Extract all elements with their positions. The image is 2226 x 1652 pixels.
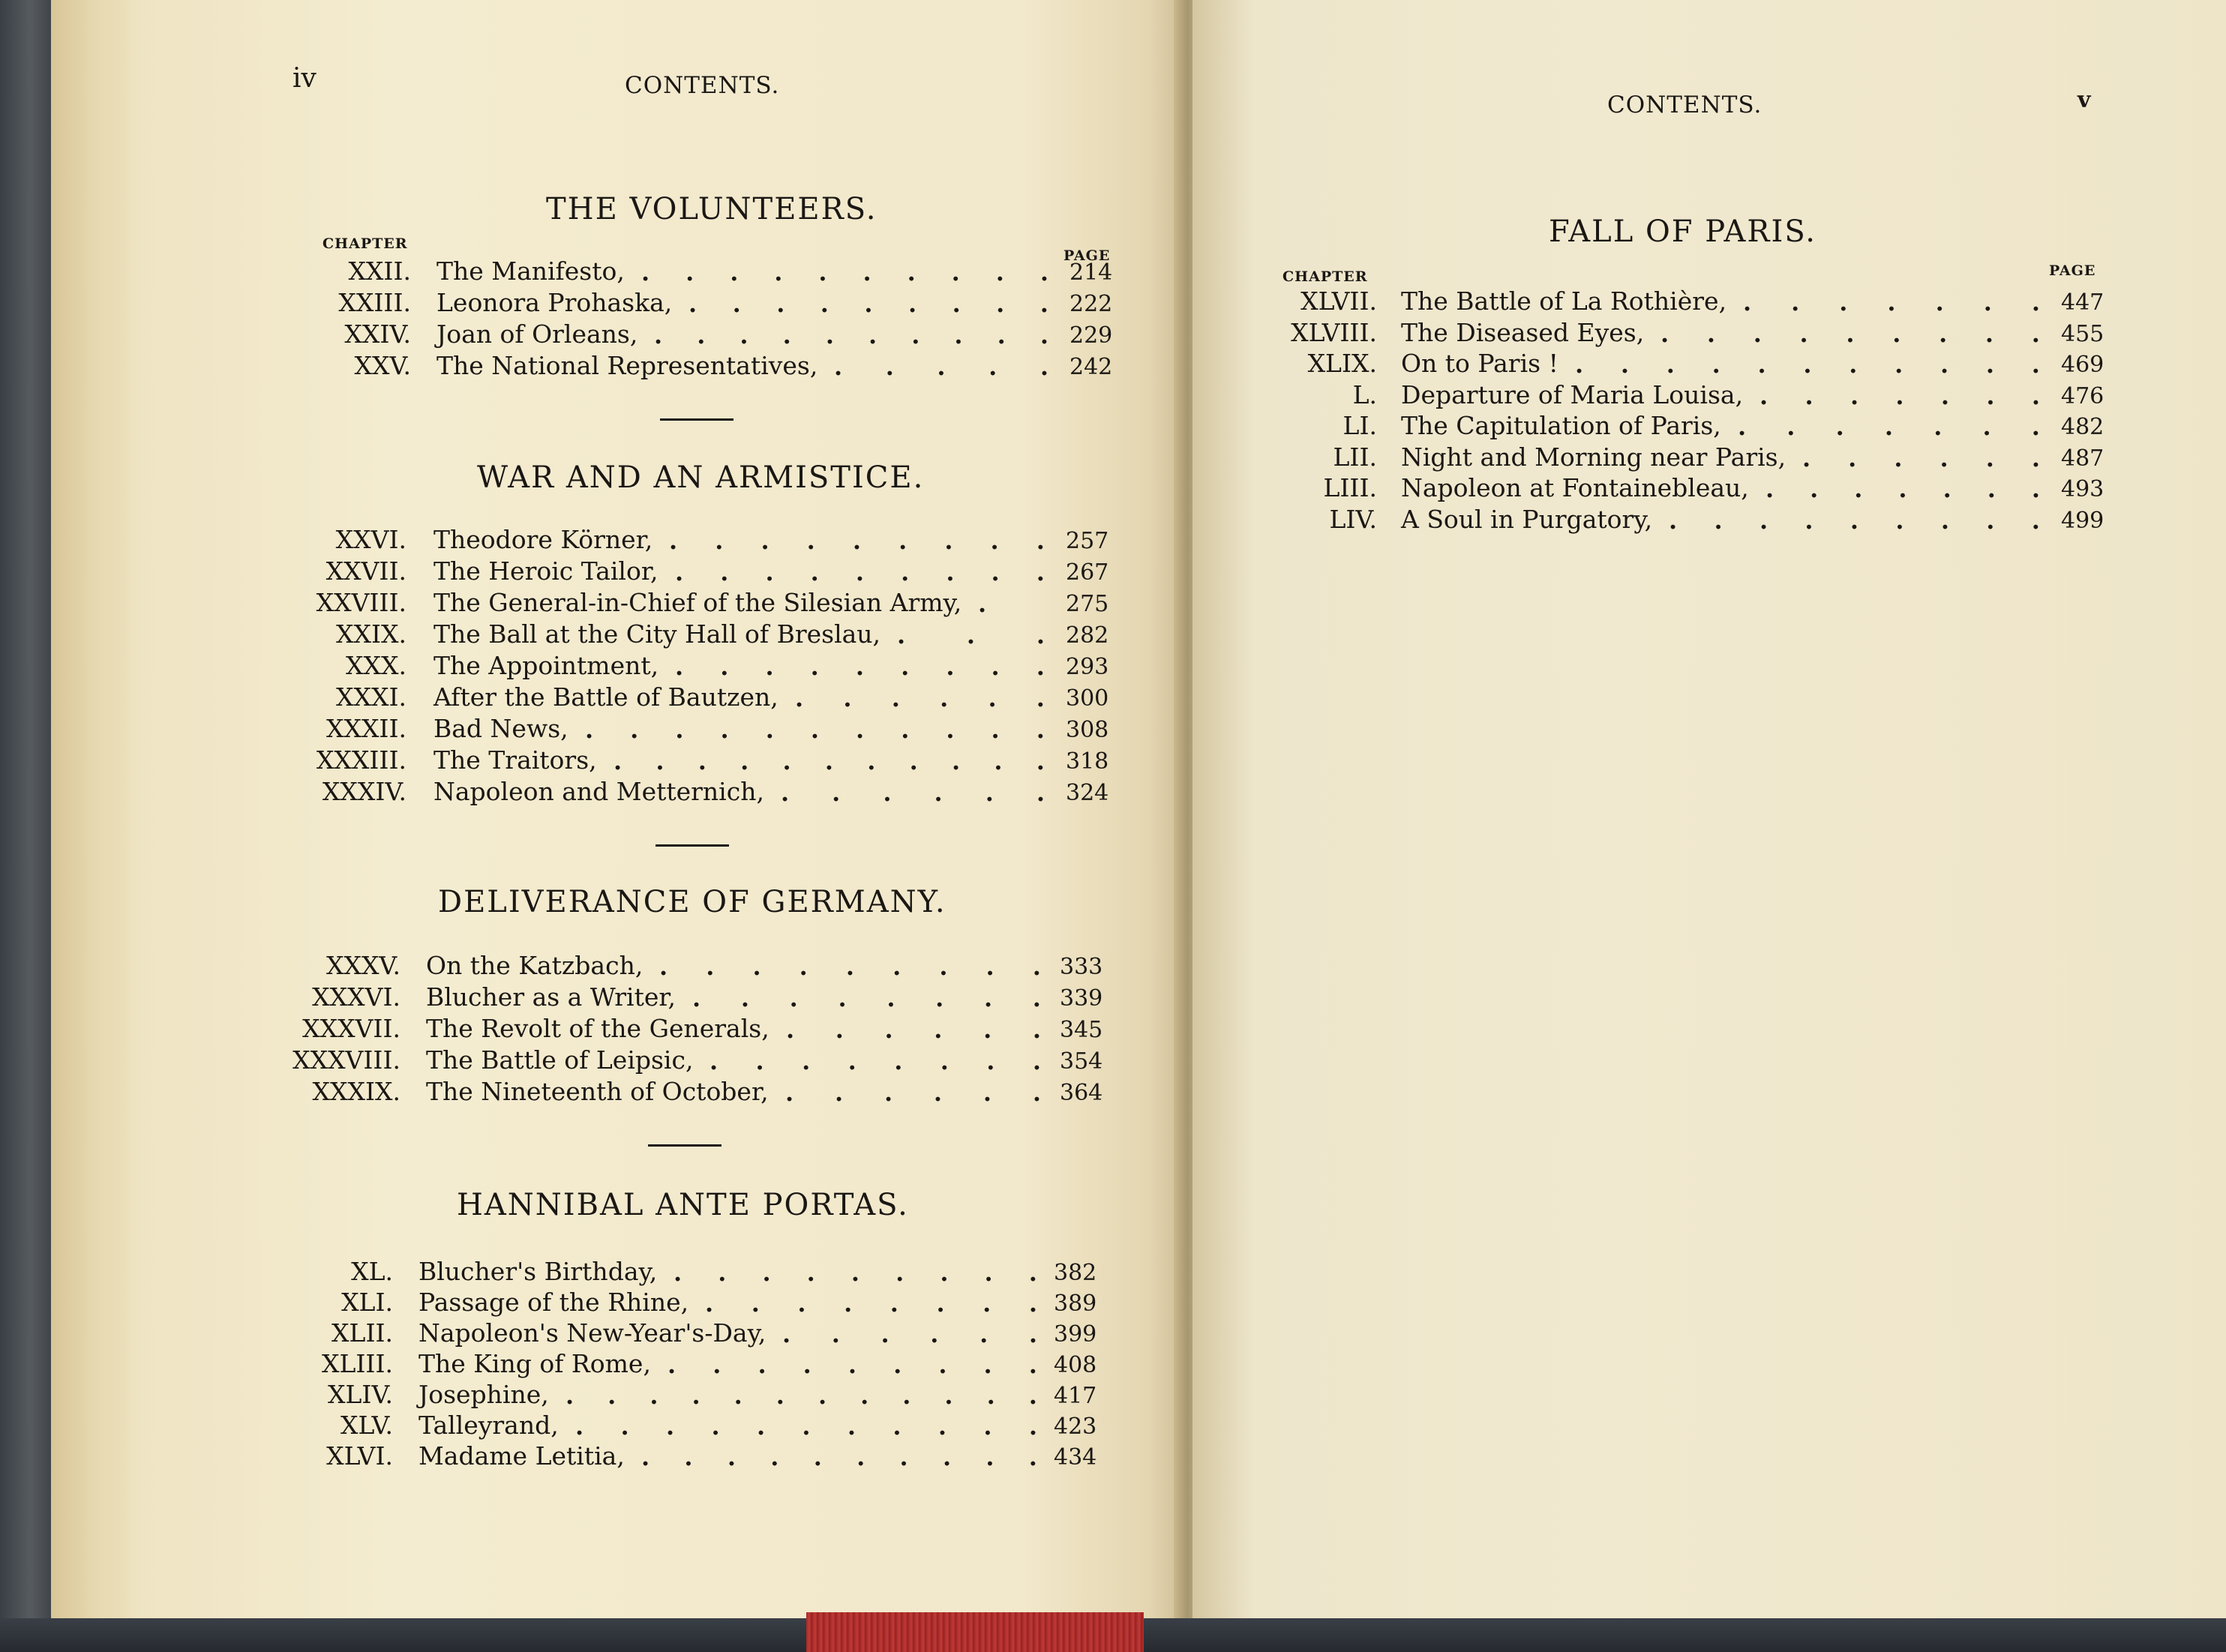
dot-leader: . . . . . . . . .	[674, 1258, 1037, 1287]
chapter-title: Theodore Körner,	[434, 525, 653, 554]
chapter-title: On to Paris !	[1401, 349, 1558, 378]
chapter-number: XXXVII.	[302, 1014, 400, 1043]
page-reference: 300	[1066, 685, 1109, 712]
section-title: HANNIBAL ANTE PORTAS.	[457, 1188, 909, 1222]
chapter-number: XXVI.	[335, 525, 406, 554]
dot-leader: . . . . . .	[781, 778, 1045, 807]
page-reference: 493	[2061, 476, 2104, 502]
page-reference: 434	[1054, 1444, 1097, 1471]
page-reference: 469	[2061, 352, 2104, 378]
page-reference: 267	[1066, 559, 1109, 586]
right-page	[1192, 0, 2226, 1652]
page-reference: 339	[1060, 985, 1103, 1012]
chapter-number: XXVII.	[326, 556, 406, 586]
chapter-number: XLV.	[340, 1411, 393, 1440]
chapter-number: XXXVI.	[312, 982, 400, 1012]
chapter-title: The Capitulation of Paris,	[1401, 411, 1721, 440]
chapter-title: The Heroic Tailor,	[434, 556, 658, 586]
dot-leader: . . . . . . . . . .	[641, 1443, 1037, 1471]
chapter-title: The Appointment,	[434, 651, 659, 680]
page-column-label: PAGE	[2049, 262, 2096, 279]
section-title: THE VOLUNTEERS.	[546, 192, 878, 226]
running-header: CONTENTS.	[625, 72, 780, 99]
section-divider	[660, 418, 734, 421]
chapter-number: LI.	[1342, 411, 1377, 440]
dot-leader: . . . . . . . .	[710, 1047, 1041, 1075]
section-title: DELIVERANCE OF GERMANY.	[438, 885, 946, 919]
page-reference: 399	[1054, 1321, 1097, 1348]
chapter-title: Bad News,	[434, 714, 568, 743]
chapter-number: XXXII.	[326, 714, 406, 743]
chapter-number: XL.	[351, 1257, 393, 1286]
dot-leader: . . . . . . .	[1738, 412, 2040, 441]
chapter-column-label: CHAPTER	[322, 235, 408, 252]
chapter-title: Napoleon and Metternich,	[434, 777, 764, 806]
page-reference: 455	[2061, 320, 2104, 347]
chapter-title: Joan of Orleans,	[436, 319, 638, 349]
page-reference: 282	[1066, 622, 1109, 649]
chapter-number: LII.	[1333, 442, 1377, 472]
chapter-number: XXIV.	[344, 319, 411, 349]
chapter-title: After the Battle of Bautzen,	[434, 682, 778, 712]
chapter-number: XXIII.	[338, 288, 411, 317]
dot-leader: .	[978, 589, 987, 618]
page-reference: 423	[1054, 1414, 1097, 1440]
chapter-number: XXXV.	[326, 951, 400, 980]
page-reference: 229	[1070, 322, 1113, 349]
dot-leader: . . . . . . . . .	[669, 526, 1045, 555]
page-reference: 333	[1060, 954, 1103, 980]
page-reference: 476	[2061, 382, 2104, 409]
dot-leader: . . . . . .	[786, 1015, 1041, 1044]
chapter-number: XXXI.	[335, 682, 406, 712]
page-reference: 345	[1060, 1017, 1103, 1043]
page-number: v	[2078, 87, 2091, 113]
dot-leader: . . . . . . . . .	[675, 652, 1045, 681]
chapter-number: XXX.	[346, 651, 406, 680]
chapter-title: Leonora Prohaska,	[436, 288, 673, 317]
dot-leader: . . . . . . . . .	[659, 952, 1041, 981]
chapter-number: XXV.	[354, 351, 411, 380]
chapter-title: Josephine,	[418, 1380, 549, 1409]
dot-leader: . . . . . .	[1802, 443, 2040, 472]
chapter-title: A Soul in Purgatory,	[1401, 504, 1653, 534]
dot-leader: . . . . . . .	[1766, 475, 2040, 503]
chapter-title: Napoleon's New-Year's-Day,	[418, 1318, 766, 1348]
dot-leader: . . . . .	[834, 352, 1048, 381]
chapter-title: Blucher's Birthday,	[418, 1257, 658, 1286]
dot-leader: . . . . . . . . . .	[641, 258, 1048, 286]
section-divider	[656, 844, 729, 847]
chapter-column-label: CHAPTER	[1282, 268, 1368, 285]
dot-leader: . . . . . .	[795, 684, 1045, 712]
page-column-label: PAGE	[1064, 247, 1111, 264]
page-reference: 257	[1066, 528, 1109, 554]
chapter-number: XLVI.	[326, 1441, 393, 1471]
dot-leader: . . . . . . .	[1743, 288, 2040, 316]
page-number: iv	[292, 63, 316, 94]
dot-leader: . . .	[897, 621, 1045, 649]
chapter-number: XXXIII.	[316, 745, 406, 775]
dot-leader: . . . . . . . . . . .	[585, 715, 1045, 744]
dot-leader: . . . . . . . . . . .	[1575, 350, 2040, 379]
chapter-title: Talleyrand,	[418, 1411, 559, 1440]
chapter-number: XXVIII.	[316, 588, 406, 617]
dot-leader: . . . . . . . . . . .	[614, 747, 1045, 775]
chapter-title: The Ball at the City Hall of Breslau,	[434, 619, 881, 649]
page-reference: 293	[1066, 654, 1109, 680]
chapter-title: Night and Morning near Paris,	[1401, 442, 1786, 472]
page-reference: 487	[2061, 445, 2104, 472]
chapter-title: The Diseased Eyes,	[1401, 317, 1645, 347]
page-reference: 318	[1066, 748, 1109, 775]
chapter-number: XLIX.	[1307, 349, 1377, 378]
section-divider	[648, 1144, 722, 1147]
chapter-title: On the Katzbach,	[426, 951, 644, 980]
page-reference: 214	[1070, 259, 1113, 286]
chapter-title: Passage of the Rhine,	[418, 1288, 689, 1317]
chapter-title: The Nineteenth of October,	[426, 1077, 769, 1106]
chapter-number: LIV.	[1329, 504, 1377, 534]
page-reference: 308	[1066, 717, 1109, 743]
section-title: FALL OF PARIS.	[1549, 214, 1817, 249]
chapter-title: The National Representatives,	[436, 351, 818, 380]
chapter-title: The Manifesto,	[436, 256, 625, 286]
chapter-number: LIII.	[1323, 473, 1377, 502]
section-title: WAR AND AN ARMISTICE.	[477, 460, 925, 495]
page-reference: 417	[1054, 1383, 1097, 1409]
page-reference: 447	[2061, 289, 2104, 316]
chapter-title: Napoleon at Fontainebleau,	[1401, 473, 1749, 502]
page-reference: 242	[1070, 354, 1113, 380]
dot-leader: . . . . . . . . . . . .	[566, 1381, 1037, 1410]
dot-leader: . . . . . . .	[1760, 381, 2040, 410]
chapter-number: XXXIV.	[322, 777, 406, 806]
dot-leader: . . . . . . . . . . .	[575, 1412, 1037, 1441]
chapter-title: The Traitors,	[434, 745, 597, 775]
page-reference: 364	[1060, 1080, 1103, 1106]
dot-leader: . . . . . . . . .	[688, 289, 1048, 318]
dot-leader: . . . . . . . . .	[1660, 319, 2040, 348]
dot-leader: . . . . . .	[782, 1320, 1037, 1348]
dot-leader: . . . . . . . . .	[1669, 505, 2040, 535]
dot-leader: . . . . . . . .	[692, 984, 1041, 1012]
chapter-title: The Battle of La Rothière,	[1401, 286, 1727, 316]
chapter-number: L.	[1352, 379, 1377, 409]
chapter-number: XXIX.	[335, 619, 406, 649]
chapter-title: The General-in-Chief of the Silesian Army,	[434, 588, 962, 617]
page-reference: 482	[2061, 414, 2104, 440]
page-reference: 324	[1066, 780, 1109, 806]
dot-leader: . . . . . . . .	[705, 1289, 1037, 1318]
chapter-number: XLI.	[341, 1288, 393, 1317]
dot-leader: . . . . . . . . .	[675, 558, 1045, 586]
page-edge	[51, 0, 141, 1652]
page-reference: 222	[1070, 291, 1113, 317]
chapter-title: Madame Letitia,	[418, 1441, 625, 1471]
chapter-number: XXII.	[348, 256, 411, 286]
page-reference: 499	[2061, 507, 2104, 534]
chapter-title: Departure of Maria Louisa,	[1401, 379, 1744, 409]
running-header: CONTENTS.	[1607, 91, 1762, 118]
chapter-number: XLVII.	[1300, 286, 1377, 316]
chapter-number: XLVIII.	[1291, 317, 1377, 347]
chapter-title: The King of Rome,	[418, 1349, 651, 1378]
chapter-number: XXXVIII.	[292, 1045, 400, 1075]
left-page	[51, 0, 1194, 1652]
chapter-number: XLIII.	[321, 1349, 393, 1378]
page-reference: 382	[1054, 1260, 1097, 1286]
page-reference: 408	[1054, 1352, 1097, 1378]
chapter-number: XLII.	[332, 1318, 393, 1348]
page-reference: 354	[1060, 1048, 1103, 1075]
chapter-title: Blucher as a Writer,	[426, 982, 676, 1012]
chapter-title: The Revolt of the Generals,	[426, 1014, 770, 1043]
dot-leader: . . . . . . . . .	[668, 1351, 1037, 1379]
dot-leader: . . . . . .	[785, 1078, 1041, 1107]
chapter-number: XLIV.	[328, 1380, 393, 1409]
chapter-title: The Battle of Leipsic,	[426, 1045, 694, 1075]
chapter-number: XXXIX.	[312, 1077, 400, 1106]
page-reference: 275	[1066, 591, 1109, 617]
page-reference: 389	[1054, 1291, 1097, 1317]
dot-leader: . . . . . . . . . .	[654, 321, 1048, 349]
bookmark-ribbon	[806, 1612, 1144, 1652]
